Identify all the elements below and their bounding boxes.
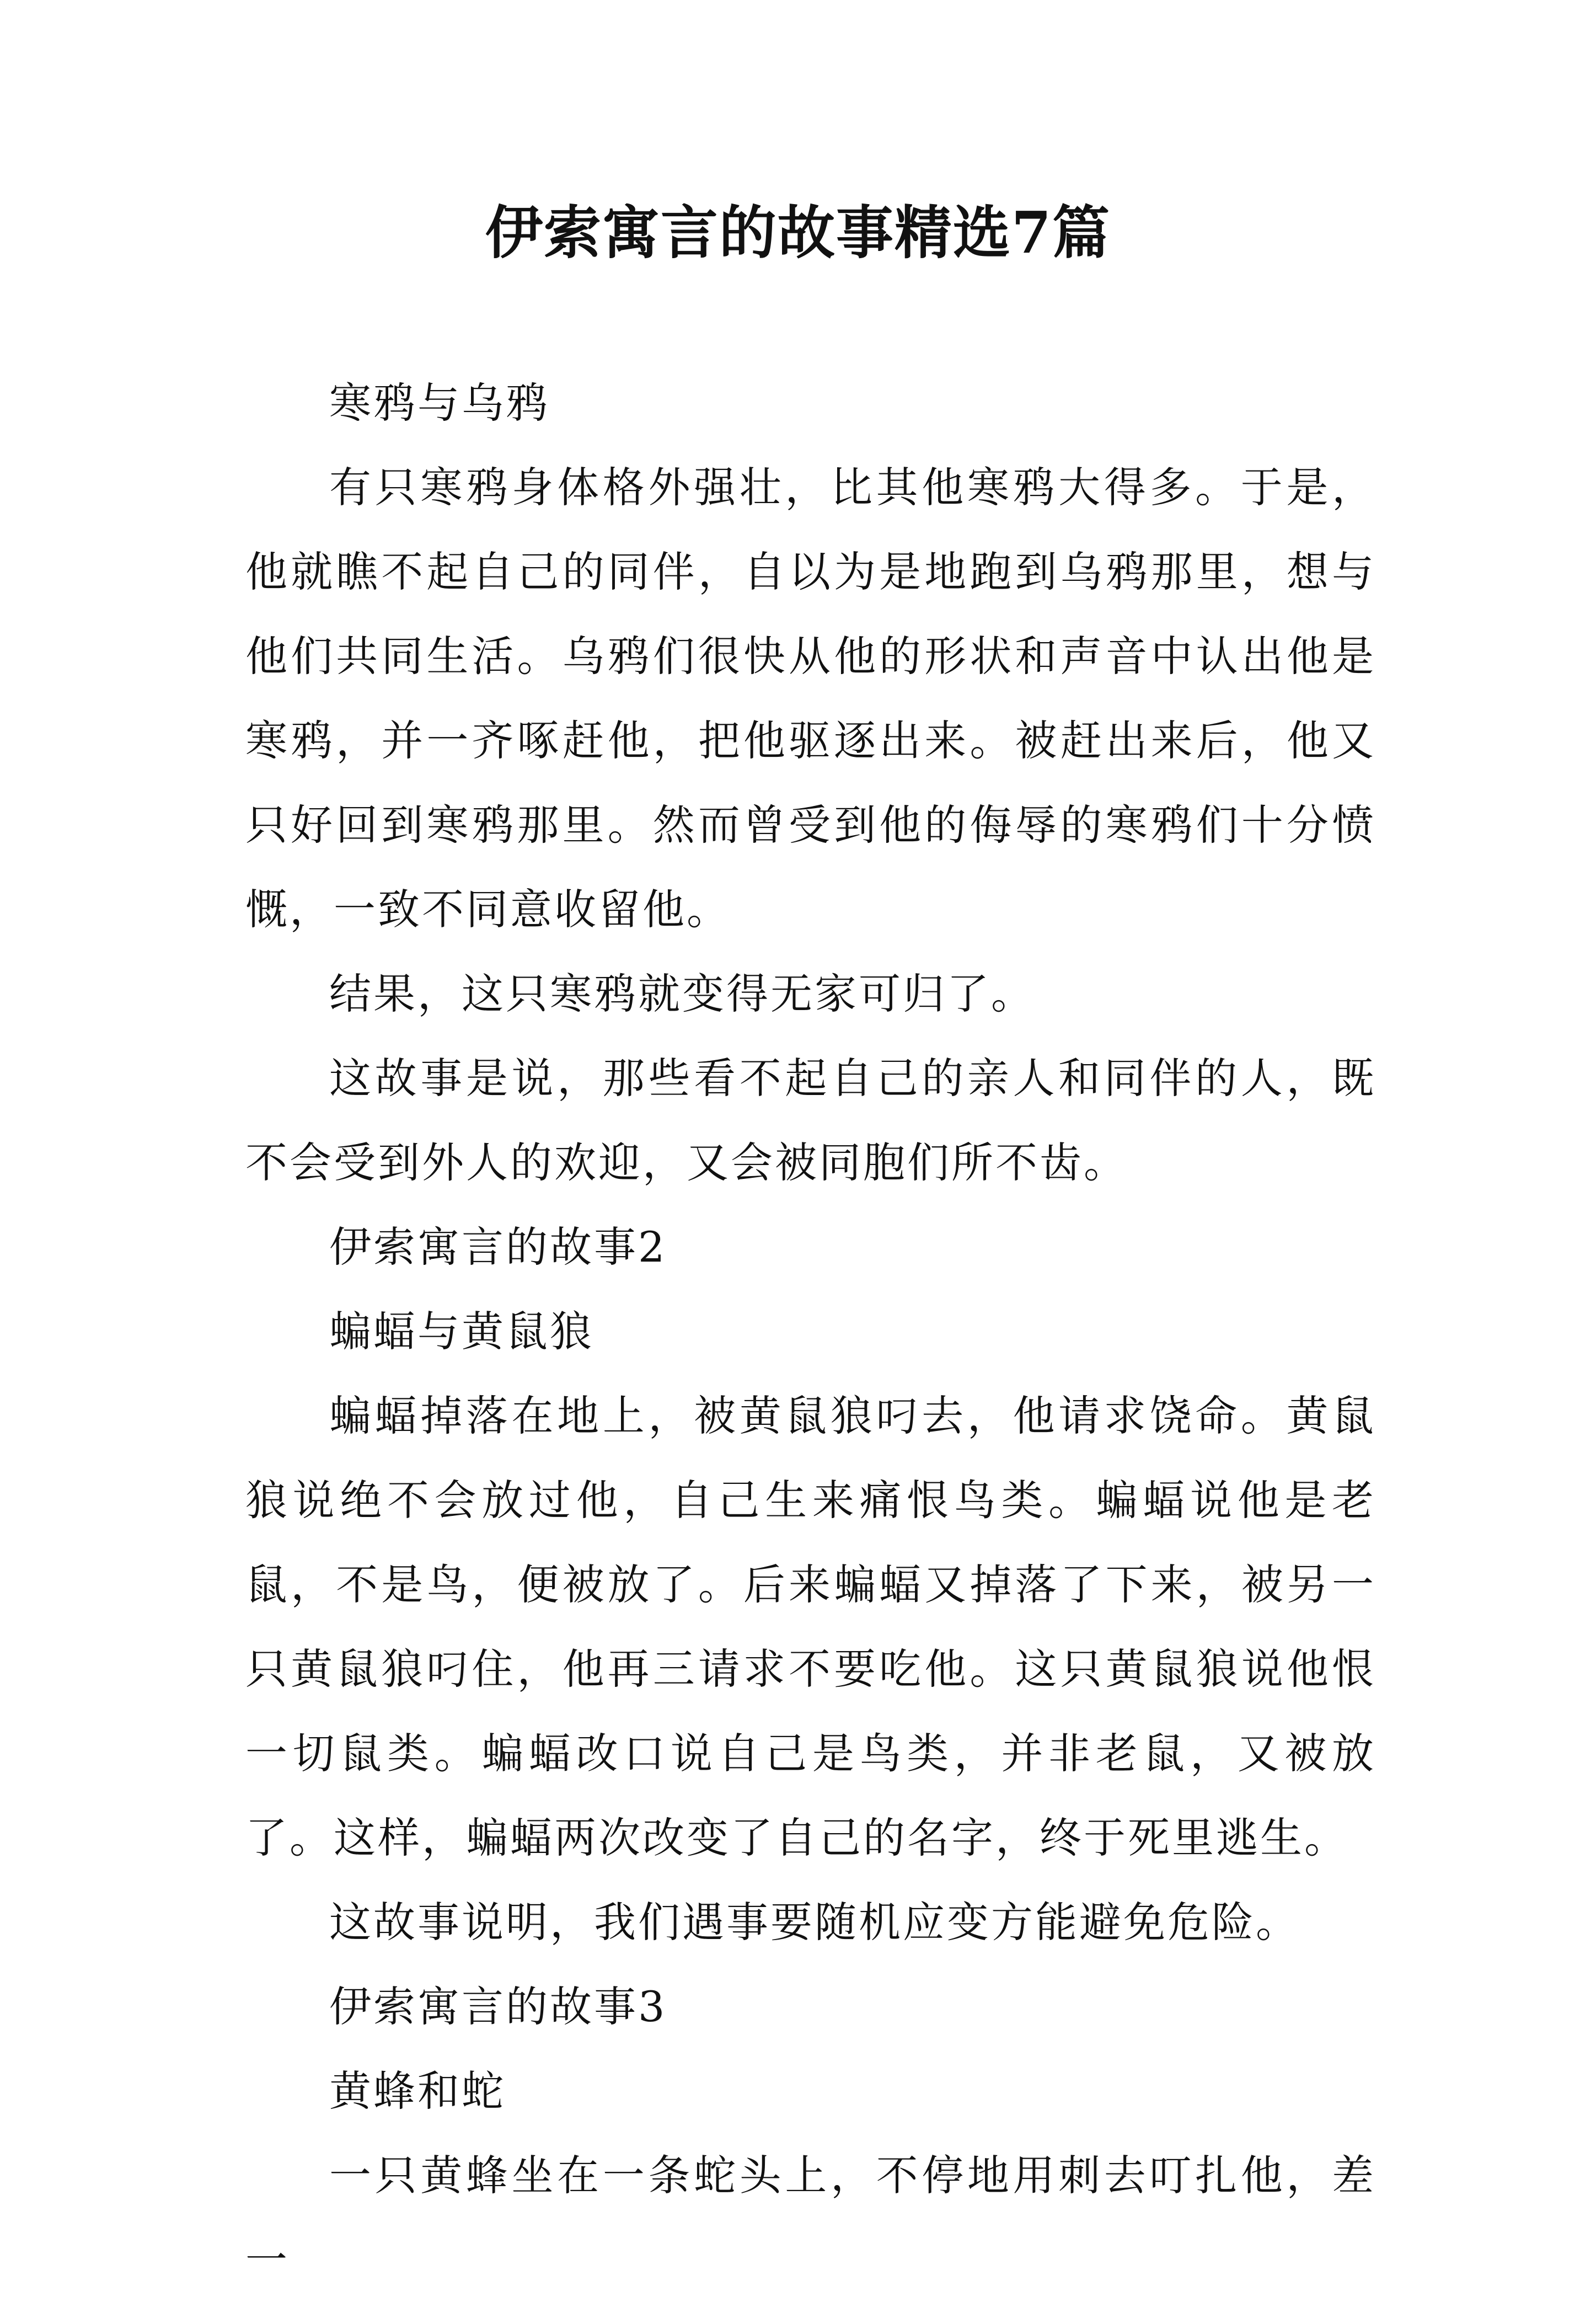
body-paragraph: 一只黄蜂坐在一条蛇头上，不停地用刺去叮扎他，差一	[245, 2151, 1376, 2284]
document-title: 伊索寓言的故事精选7篇	[485, 199, 1111, 266]
moral-paragraph: 这故事是说，那些看不起自己的亲人和同伴的人，既不会受到外人的欢迎，又会被同胞们所不齿。	[245, 1054, 1376, 1187]
body-paragraph: 蝙蝠掉落在地上，被黄鼠狼叼去，他请求饶命。黄鼠狼说绝不会放过他，自己生来痛恨鸟类。蝙蝠说他是老鼠，不是鸟，便被放了。后来蝙蝠又掉落了下来，被另一只黄鼠狼叼住，他再三请求不要吃他。这只黄鼠狼说他恨一切鼠类。蝙蝠改口说自己是鸟类，并非老鼠，又被放了。这样，蝙蝠两次改变了自己的名字，终于死里逃生。	[245, 1391, 1376, 1862]
body-paragraph: 有只寒鸦身体格外强壮，比其他寒鸦大得多。于是，他就瞧不起自己的同伴，自以为是地跑到乌鸦那里，想与他们共同生活。乌鸦们很快从他的形状和声音中认出他是寒鸦，并一齐啄赶他，把他驱逐出来。被赶出来后，他又只好回到寒鸦那里。然而曾受到他的侮辱的寒鸦们十分愤慨，一致不同意收留他。	[245, 463, 1376, 934]
document-body	[245, 361, 1376, 2302]
moral-paragraph: 这故事说明，我们遇事要随机应变方能避免危险。	[329, 1898, 1300, 1947]
story-heading: 蝙蝠与黄鼠狼	[329, 1307, 594, 1356]
section-heading: 伊索寓言的故事3	[329, 1982, 667, 2031]
body-paragraph: 结果，这只寒鸦就变得无家可归了。	[329, 969, 1035, 1018]
section-heading: 伊索寓言的故事2	[329, 1222, 667, 1272]
story-heading: 黄蜂和蛇	[329, 2066, 506, 2116]
story-heading: 寒鸦与乌鸦	[329, 378, 550, 428]
